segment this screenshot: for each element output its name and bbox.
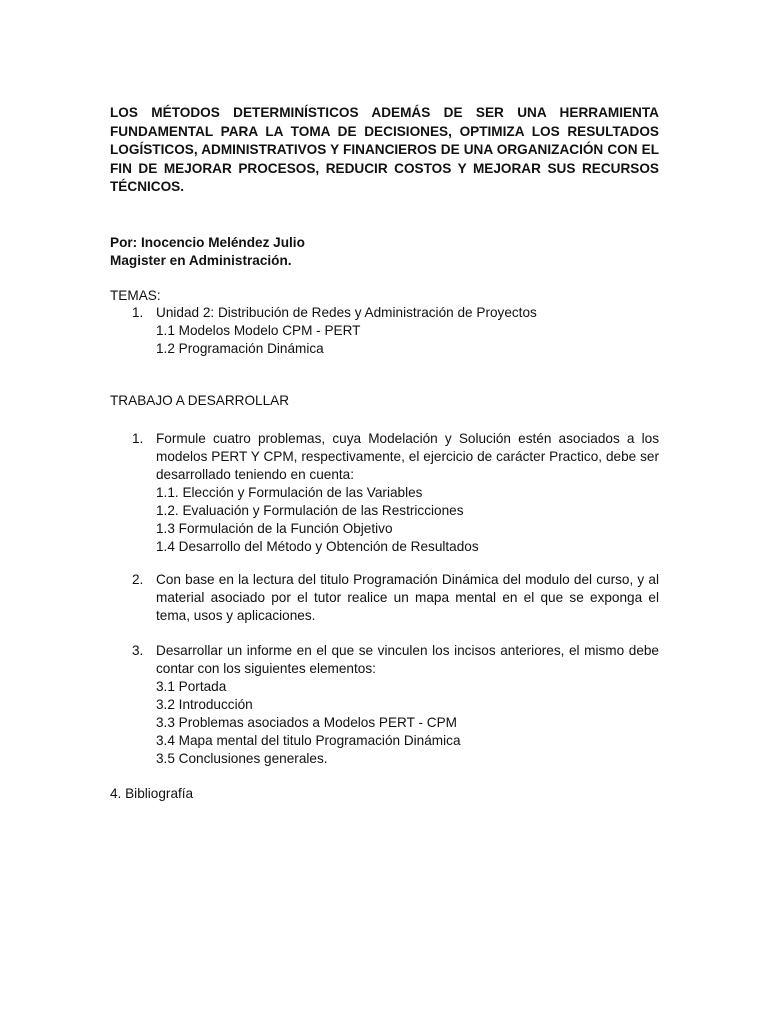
temas-list [132, 304, 537, 358]
bibliografia-item: 4. Bibliografía [110, 786, 194, 801]
temas-item [132, 304, 537, 322]
list-subitem: 1.4 Desarrollo del Método y Obtención de Resultados [156, 539, 479, 554]
list-subitem: 1.3 Formulación de la Función Objetivo [156, 521, 393, 536]
author-degree: Magister en Administración. [110, 253, 292, 268]
list-text: Desarrollar un informe en el que se vinculen los incisos anteriores, el mismo debe contar con los siguientes elementos: [156, 643, 659, 676]
list-number: 1. [132, 305, 144, 320]
trabajo-item-1-subitems [132, 484, 659, 556]
temas-subitem: 1.1 Modelos Modelo CPM - PERT [156, 323, 361, 338]
list-subitem: 3.2 Introducción [156, 697, 253, 712]
list-subitem: 1.2. Evaluación y Formulación de las Restricciones [156, 503, 464, 518]
list-number: 3. [132, 643, 144, 658]
trabajo-item-2 [132, 571, 659, 625]
author-block [110, 234, 305, 270]
list-subitem: 3.5 Conclusiones generales. [156, 751, 328, 766]
temas-subitem: 1.2 Programación Dinámica [156, 341, 324, 356]
trabajo-item-3 [132, 642, 659, 768]
list-text: Con base en la lectura del titulo Programación Dinámica del modulo del curso, y al material asociado por el tutor realice un mapa mental en el que se exponga el tema, usos y aplicaciones. [156, 572, 659, 623]
trabajo-item-1 [132, 430, 659, 556]
document-title: LOS MÉTODOS DETERMINÍSTICOS ADEMÁS DE SER UNA HERRAMIENTA FUNDAMENTAL PARA LA TOMA DE DECISIONES, OPTIMIZA LOS RESULTADOS LOGÍSTICOS, ADMINISTRATIVOS Y FINANCIEROS DE UNA ORGANIZACIÓN CON EL FIN DE MEJORAR PROCESOS, REDUCIR COSTOS Y MEJORAR SUS RECURSOS TÉCNICOS. [110, 105, 659, 194]
temas-heading: TEMAS: [110, 288, 161, 303]
trabajo-heading: TRABAJO A DESARROLLAR [110, 393, 290, 408]
author-name: Por: Inocencio Meléndez Julio [110, 235, 305, 250]
list-subitem: 3.4 Mapa mental del titulo Programación Dinámica [156, 733, 461, 748]
list-subitem: 1.1. Elección y Formulación de las Variables [156, 485, 423, 500]
list-text: Formule cuatro problemas, cuya Modelación y Solución estén asociados a los modelos PERT Y CPM, respectivamente, el ejercicio de carácter Practico, debe ser desarrollado teniendo en cuenta: [156, 431, 659, 482]
list-number: 2. [132, 572, 144, 587]
trabajo-item-3-subitems [132, 678, 659, 768]
list-number: 1. [132, 431, 144, 446]
list-subitem: 3.1 Portada [156, 679, 227, 694]
list-subitem: 3.3 Problemas asociados a Modelos PERT - CPM [156, 715, 457, 730]
list-text: Unidad 2: Distribución de Redes y Administración de Proyectos [156, 305, 537, 320]
